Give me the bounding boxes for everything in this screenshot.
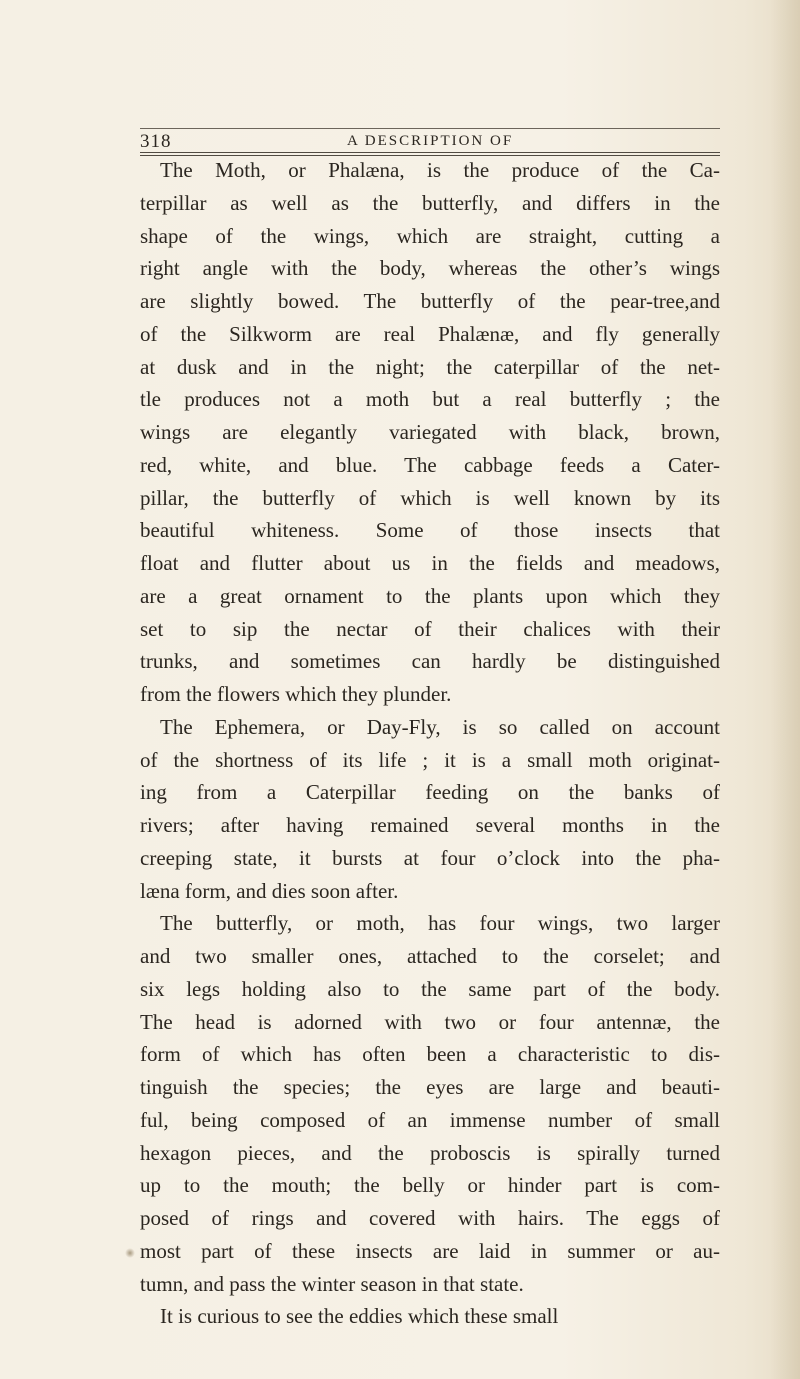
text-line: set to sip the nectar of their chalices with their <box>140 616 720 641</box>
running-head: A DESCRIPTION OF <box>347 133 514 149</box>
text-line: six legs holding also to the same part of the body. <box>140 976 720 1001</box>
text-line: The head is adorned with two or four antennæ, the <box>140 1009 720 1034</box>
page-number: 318 <box>140 131 172 152</box>
page-edge-shadow <box>770 0 800 1379</box>
text-line: The Moth, or Phalæna, is the produce of the Ca- <box>160 158 720 182</box>
text-line: The butterfly, or moth, has four wings, two larger <box>160 911 720 936</box>
text-line: red, white, and blue. The cabbage feeds a Cater- <box>140 452 720 477</box>
text-line: are slightly bowed. The butterfly of the pear-tree,and <box>140 289 720 313</box>
text-line: float and flutter about us in the fields and meadows, <box>140 551 720 575</box>
text-line: from the flowers which they plunder. <box>140 682 452 706</box>
text-line: tumn, and pass the winter season in that state. <box>140 1271 524 1296</box>
text-line: at dusk and in the night; the caterpillar of the net- <box>140 354 720 379</box>
text-line: are a great ornament to the plants upon which they <box>140 583 720 608</box>
text-line: pillar, the butterfly of which is well known by its <box>140 485 720 510</box>
text-line: læna form, and dies soon after. <box>140 878 399 903</box>
text-line: and two smaller ones, attached to the corselet; and <box>140 944 720 968</box>
text-line: creeping state, it bursts at four o’clock into the pha- <box>140 845 720 870</box>
body-text <box>140 154 720 1333</box>
text-line: of the shortness of its life ; it is a small moth originat- <box>140 747 720 772</box>
text-line: trunks, and sometimes can hardly be distinguished <box>140 649 720 674</box>
text-line: It is curious to see the eddies which these small <box>160 1304 559 1329</box>
text-line: The Ephemera, or Day-Fly, is so called on account <box>160 714 720 739</box>
header-top-rule <box>140 128 720 129</box>
text-line: shape of the wings, which are straight, cutting a <box>140 223 720 248</box>
text-line: wings are elegantly variegated with black, brown, <box>140 420 720 444</box>
text-line: ing from a Caterpillar feeding on the banks of <box>140 780 720 805</box>
text-line: posed of rings and covered with hairs. The eggs of <box>140 1206 720 1230</box>
text-line: ful, being composed of an immense number of small <box>140 1107 720 1132</box>
text-line: terpillar as well as the butterfly, and differs in the <box>140 190 720 215</box>
text-line: tinguish the species; the eyes are large and beauti- <box>140 1075 720 1099</box>
text-line: of the Silkworm are real Phalænæ, and fly generally <box>140 321 720 346</box>
text-line: rivers; after having remained several months in the <box>140 813 720 837</box>
page-header <box>140 131 720 153</box>
text-line: tle produces not a moth but a real butterfly ; the <box>140 387 720 412</box>
text-line: form of which has often been a characteristic to dis- <box>140 1042 720 1067</box>
text-line: most part of these insects are laid in summer or au- <box>140 1238 720 1263</box>
text-line: up to the mouth; the belly or hinder part is com- <box>140 1173 720 1198</box>
ink-spot <box>125 1248 135 1258</box>
text-line: beautiful whiteness. Some of those insects that <box>140 518 720 543</box>
text-line: hexagon pieces, and the proboscis is spirally turned <box>140 1140 720 1165</box>
text-line: right angle with the body, whereas the other’s wings <box>140 256 720 281</box>
